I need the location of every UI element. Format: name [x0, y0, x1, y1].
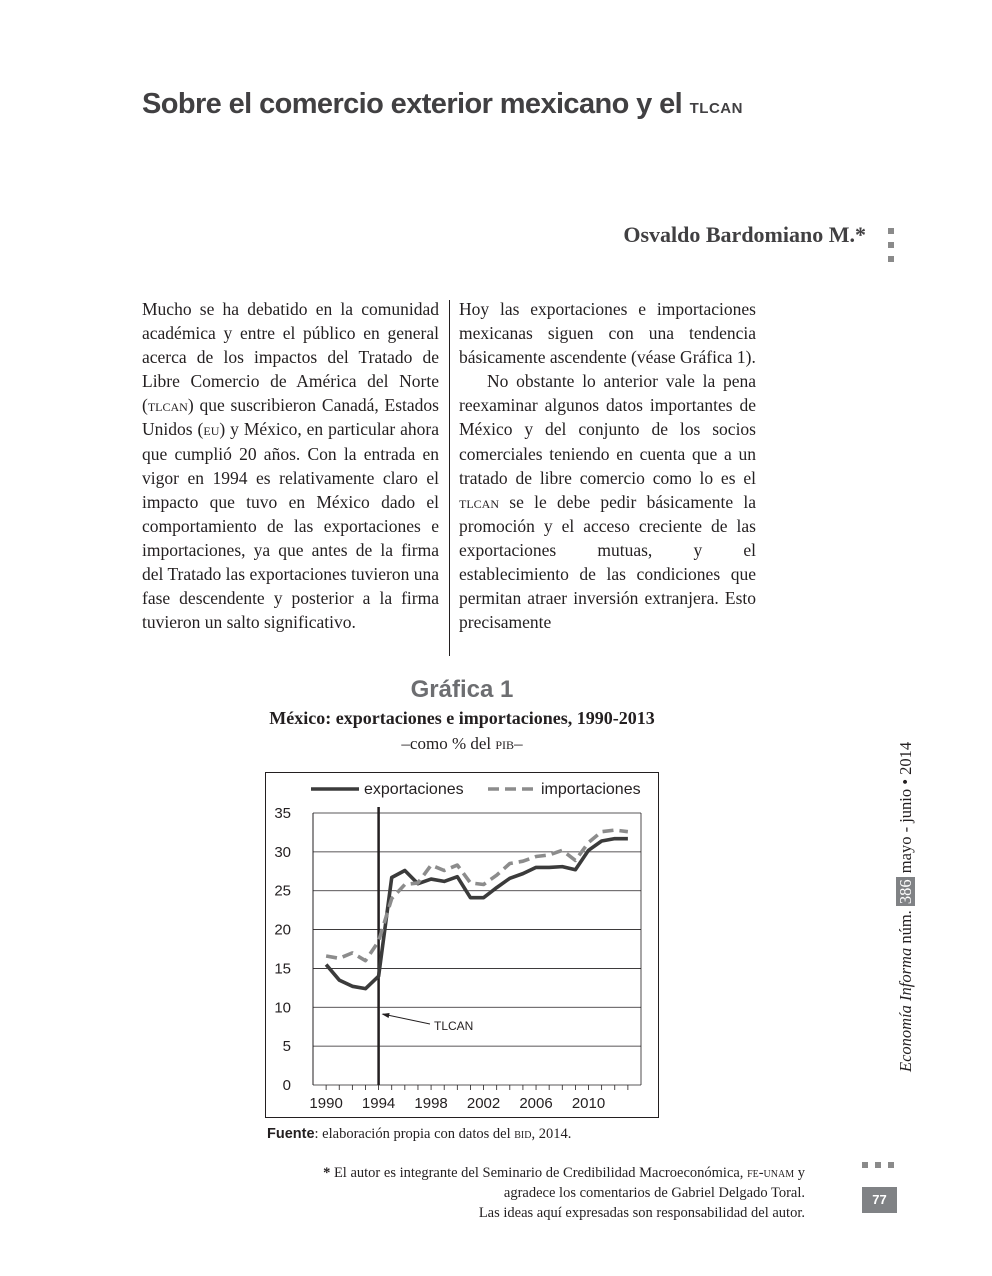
y-tick-label: 0 — [282, 1077, 291, 1094]
journal-running-head: Economía Informa núm. 386 mayo - junio • 2014 — [896, 741, 915, 1072]
horizontal-dots-ornament — [862, 1155, 901, 1173]
title-text: Sobre el comercio exterior mexicano y el — [142, 88, 683, 120]
tlcan-annotation-arrow — [383, 1014, 430, 1024]
x-tick-label: 1994 — [361, 1095, 396, 1112]
article-title — [142, 88, 743, 121]
paragraph: Hoy las exportaciones e importaciones mexicanas siguen con una tendencia básicamente ascendente (véase Gráfica 1). — [459, 299, 756, 368]
y-tick-label: 15 — [274, 960, 291, 978]
figure-subtitle: México: exportaciones e importaciones, 1990-2013 — [269, 708, 655, 728]
figure-source: Fuente: elaboración propia con datos del bid, 2014. — [267, 1126, 572, 1142]
series-line-importaciones — [326, 830, 628, 961]
y-tick-label: 10 — [274, 999, 291, 1017]
legend-label-exportaciones: exportaciones — [364, 781, 464, 798]
vertical-dots-ornament — [888, 228, 894, 270]
y-tick-label: 30 — [274, 843, 291, 861]
chart-frame — [265, 772, 659, 1118]
column-left — [142, 297, 439, 634]
paragraph: No obstante lo anterior vale la pena reexaminar algunos datos importantes de México y del conjunto de los socios comerciales teniendo en cuenta que a un tratado de libre comercio como lo es el tlcan se le debe pedir básicamente la promoción y el acceso creciente de las exportaciones mutuas, y el establecimiento de las condiciones que permitan atraer inversión extranjera. Esto precisamente — [459, 371, 756, 633]
series-line-exportaciones — [326, 839, 628, 989]
paragraph: Mucho se ha debatido en la comunidad académica y entre el público en general acerca de los impactos del Tratado de Libre Comercio de América del Norte (tlcan) que suscribieron Canadá, Estados Unidos (eu) y México, en particular ahora que cumplió 20 años. Con la entrada en vigor en 1994 es relativamente claro el impacto que tuvo en México dado el comportamiento de las exportaciones e importaciones, ya que antes de la firma del Tratado las exportaciones tuvieron una fase descendente y posterior a la firma tuvieron un salto significativo. — [142, 299, 439, 633]
issue-number: 386 — [896, 879, 915, 905]
author-name: Osvaldo Bardomiano M.* — [623, 222, 866, 247]
tlcan-annotation-label: TLCAN — [434, 1019, 474, 1033]
page-number: 77 — [862, 1187, 897, 1213]
figure-unit: –como % del pib– — [401, 734, 523, 753]
y-tick-label: 25 — [274, 882, 291, 900]
y-tick-label: 20 — [274, 921, 291, 939]
x-tick-label: 1998 — [414, 1095, 448, 1112]
line-chart — [266, 773, 660, 1119]
x-tick-label: 1990 — [309, 1095, 343, 1112]
footnote: * El autor es integrante del Seminario de Credibilidad Macroeconómica, fe-unam y agradece los comentarios de Gabriel Delgado Toral. Las ideas aquí expresadas son responsabilidad del autor. — [323, 1165, 805, 1221]
x-tick-label: 2002 — [466, 1095, 501, 1112]
x-tick-label: 2006 — [519, 1095, 553, 1112]
y-tick-label: 35 — [274, 805, 291, 822]
title-acronym: tlcan — [689, 95, 743, 118]
y-tick-label: 5 — [282, 1038, 291, 1056]
x-tick-label: 2010 — [571, 1095, 606, 1112]
figure-label: Gráfica 1 — [410, 676, 514, 703]
column-right — [459, 297, 756, 634]
column-divider — [449, 300, 450, 656]
legend-label-importaciones: importaciones — [541, 781, 641, 798]
